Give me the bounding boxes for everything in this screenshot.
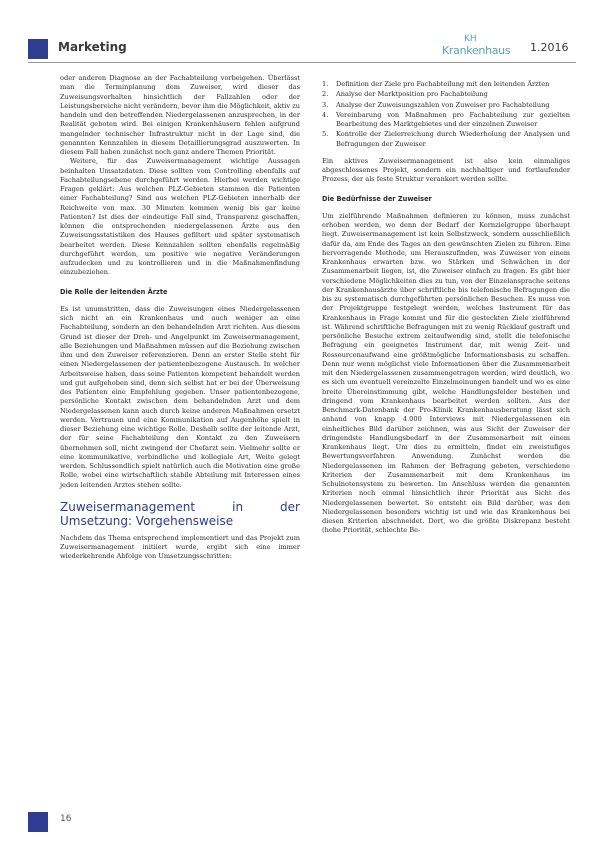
section-heading: Zuweisermanagement in der Umsetzung: Vorgehensweise xyxy=(60,499,300,528)
paragraph: Nachdem das Thema entsprechend implementiert und das Projekt zum Zuweisermanagement initiiert wurde, ergibt sich eine immer wiederkehrende Abfolge von Umsetzungsschritten: xyxy=(60,533,300,561)
list-item: 4. Vereinbarung von Maßnahmen pro Fachabteilung zur gezielten Bearbeitung des Marktgebietes und der einzelnen Zuweiser xyxy=(322,110,570,128)
subheading: Die Rolle der leitenden Ärzte xyxy=(60,287,168,296)
right-column xyxy=(322,80,570,536)
header-rule xyxy=(28,62,576,63)
section-title: Marketing xyxy=(58,40,127,54)
left-column xyxy=(60,74,300,562)
page-number: 16 xyxy=(60,814,72,824)
steps-list xyxy=(322,80,570,149)
footer-marker xyxy=(28,812,48,832)
paragraph: Es ist unumstritten, dass die Zuweisungen eines Niedergelassenen sich nicht an ein Krankenhaus und auch weniger an eine Fachabteilung, sondern an den behandelnden Arzt richten. Aus diesem Grund ist dieser der Dreh- und Angelpunkt im Zuweisermanagement, alle Beziehungen und Maßnahmen müssen auf die Beziehung zwischen ihm und den Zuweiser referenzieren. Denn an erster Stelle steht für einen Niedergelassenen der patientenbezogene Austausch. In welcher Arbeitsweise haben, dass seine Patienten kompetent behandelt werden und gut aufgehoben sind, denn sich selbst hat er bei der Überweisung des Patienten eine Empfehlung gegeben. Unser patientenbezogene, persönliche Kontakt zwischen dem behandelnden Arzt und dem Niedergelassenen kann auch durch keine anderen Maßnahmen ersetzt werden. Vertrauen und eine Kommunikation auf Augenhöhe spielt in dieser Beziehung eine wichtige Rolle. Deshalb sollte der leitende Arzt, der für seine Fachabteilung den Kontakt zu den Zuweisern übernehmen soll, nicht zwingend der Chefarzt sein. Vielmehr sollte er eine kommunikative, verbindliche und kollegiale Art, Weite gelegt werden. Schlussendlich spielt natürlich auch die Motivation eine große Rolle, wobei eine wirtschaftlich stabile Abteilung mit Interessen eines jeden leitenden Arztes stehen sollte. xyxy=(60,304,300,489)
logo-mark: KH xyxy=(464,34,477,44)
list-item: 5. Kontrolle der Zielerreichung durch Wiederholung der Analysen und Befragungen der Zuweiser xyxy=(322,130,570,148)
paragraph: Ein aktives Zuweisermanagement ist also kein einmaliges abgeschlossenes Projekt, sondern ein nachhaltiger und fortlaufender Prozess, der als feste Struktur verankert werden sollte. xyxy=(322,156,570,184)
paragraph: Weitere, für das Zuweisermanagement wichtige Aussagen beinhalten Umsatzdaten. Diese sollten vom Controlling ebenfalls auf Fachabteilungsebene durchgeführt werden. Hierbei werden wichtige Fragen geklärt: Aus welchen PLZ-Gebieten stammen die Patienten einer Fachabteilung? Sind aus welchen PLZ-Gebieten innerhalb der Reichweite von max. 30 Minuten kommen wenig bis gar keine Patienten? Ist dies der eindeutige Fall sind, Transparenz geschaffen, können die entsprechenden niedergelassenen Ärzte aus den Zuweisungsstatistiken des Hauses gefiltert und später systematisch bearbeitet werden. Diese Kennzahlen sollten ebenfalls regelmäßig durchgeführt werden, um positive wie negative Veränderungen aufzudecken und zu kontrollieren und in die Maßnahmenfindung einzubeziehen. xyxy=(60,157,300,277)
section-marker xyxy=(28,39,48,59)
list-item: 1. Definition der Ziele pro Fachabteilung mit den leitenden Ärzten xyxy=(322,80,550,88)
list-item: 3. Analyse der Zuweisungszahlen von Zuweiser pro Fachabteilung xyxy=(322,100,550,109)
subheading: Die Bedürfnisse der Zuweiser xyxy=(322,194,432,203)
logo-wordmark: Krankenhaus xyxy=(442,44,511,57)
list-item: 2. Analyse der Marktposition pro Fachabteilung xyxy=(322,90,488,99)
paragraph: oder anderen Diagnose an der Fachabteilung vorbeigehen. Überlässt man die Terminplanung dem Zuweiser, wird dieser das Zuweisungsverhalten hinsichtlich der Fallzahlen oder der Leistungsbereiche nicht verändern, bevor ihm die Möglichkeit, aktiv zu handeln und den betreffenden Niedergelassenen anzusprechen, in der Realität geboten wird. Bei einigen Krankenhäusern fehlen aufgrund mangelnder technischer Infrastruktur nicht in der Lage sind, die genannten Kennzahlen in diesem Detaillierungsgrad auszuwerten. In diesem Fall haben zunächst noch ganz andere Themen Priorität. xyxy=(60,74,300,156)
issue-number: 1.2016 xyxy=(530,41,569,54)
paragraph: Um zielführende Maßnahmen definieren zu können, muss zunächst erhoben werden, wo denn der Bedarf der Kernzielgruppe überhaupt liegt. Zuweisermanagement ist kein Selbstzweck, sondern ausschließlich dafür da, am Ende des Tages an den gewünschten Zielen zu führen. Eine hervorragende Methode, um Herauszufinden, was Zuweiser von einem Krankenhaus erwarten bzw. wo Stärken und Schwächen in der Zusammenarbeit liegen, ist, die Zuweiser einfach zu fragen. Es gibt hier verschiedene Möglichkeiten dies zu tun, von der Einzelansprache seitens der Krankenhausärzte über schriftliche bis telefonische Befragungen die bis zu systematisch durchgeführten persönlichen Besuchen. Es muss von der Projektgruppe festgelegt werden, welches Instrument für das Krankenhaus in Frage kommt und für die gesteckten Ziele zielführend ist. Während schriftliche Befragungen mit zu wenig Rücklauf gestraft und persönliche Besuche extrem zeitaufwendig sind, stellt die telefonische Befragung ein geeignetes Instrument dar, mit wenig Zeit- und Ressourcenaufwand eine größtmögliche Informationsbasis zu schaffen. Denn nur wenn möglichst viele Informationen über die Zusammenarbeit mit den Niedergelassenen zusammengetragen werden, wird deutlich, wo es sich um eventuell vereinzelte Einzelmeinungen handelt und wo es eine breite Übereinstimmung gibt, welche Handlungsfelder bestehen und dringend vom Krankenhaus bearbeitet werden sollten. Aus der Benchmark-Datenbank der Pro-Klinik Krankenhausberatung lässt sich anhand von knapp 4.000 Interviews mit Niedergelassenen ein einheitliches Bild darüber zeichnen, was aus Sicht der Zuweiser der dringendste Handlungsbedarf in der Zusammenarbeit mit einem Krankenhaus liegt. Um dies zu ermitteln, findet ein zweistufiges Bewertungsverfahren Anwendung. Zunächst werden die Niedergelassenen im Rahmen der Befragung gebeten, verschiedene Kriterien der Zusammenarbeit mit dem Krankenhaus im Schulnotensystem zu bewerten. Im Anschluss werden die genannten Kriterien noch einmal hinsichtlich ihrer Priorität aus Sicht des Niedergelassenen bewertet. So entsteht ein Bild darüber, was den Niedergelassenen besonders wichtig ist und wie das Krankenhaus bei diesen Kriterien abschneidet. Dort, wo die größte Diskrepanz besteht (hohe Priorität, schlechte Be- xyxy=(322,211,570,535)
magazine-logo xyxy=(442,34,512,58)
